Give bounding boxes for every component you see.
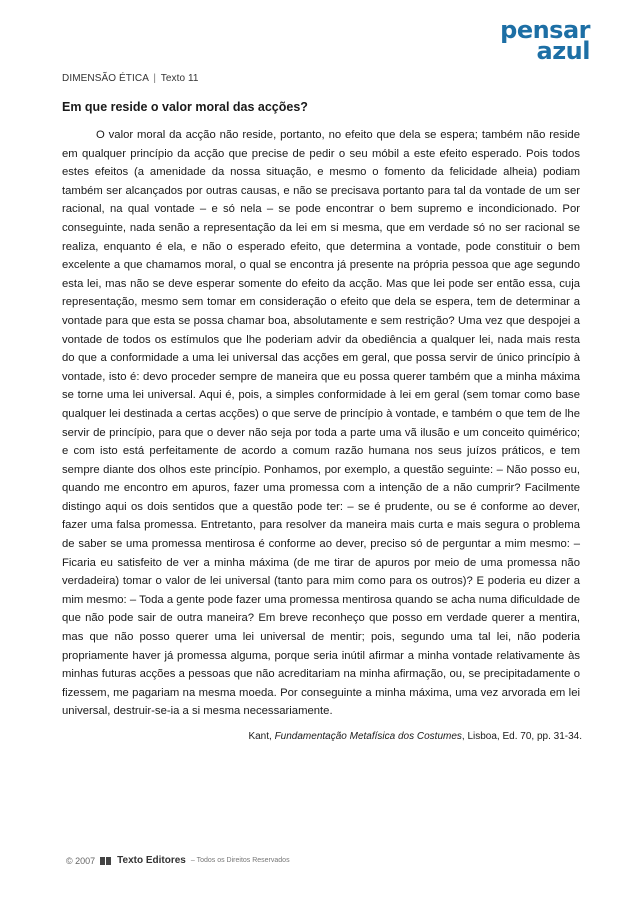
rights-text: – Todos os Direitos Reservados <box>190 857 290 864</box>
logo-line-2: azul <box>536 37 590 65</box>
text-number: Texto 11 <box>160 73 199 84</box>
brand-logo <box>500 16 590 65</box>
section-header <box>62 73 199 84</box>
copyright-text: © 2007 <box>66 855 96 866</box>
page-title: Em que reside o valor moral das acções? <box>62 100 308 114</box>
citation-author: Kant, <box>248 731 275 742</box>
citation <box>248 731 582 742</box>
header-separator: | <box>153 73 157 84</box>
citation-details: , Lisboa, Ed. 70, pp. 31-34. <box>461 731 582 742</box>
page-footer <box>66 855 290 866</box>
publisher-name: Texto Editores <box>117 855 186 866</box>
section-name: DIMENSÃO ÉTICA <box>62 73 149 84</box>
citation-work: Fundamentação Metafísica dos Costumes <box>274 731 462 742</box>
logo-line-1: pensar <box>500 16 590 44</box>
book-icon <box>100 856 112 866</box>
body-paragraph: O valor moral da acção não reside, portanto, no efeito que dela se espera; também não reside em qualquer princípio da acção que precise de pedir o seu móbil a este efeito esperado. Pois todos estes efeitos (a amenidade da nossa situação, e mesmo o fomento da felicidade alheia) podiam também ser alcançados por outras causas, e não se precisava portanto para tal da vontade de um ser racional, na qual vontade – e só nela – se pode encontrar o bem supremo e incondicionado. Por conseguinte, nada senão a representação da lei em si mesma, que em verdade só no ser racional se realiza, enquanto é ela, e não o esperado efeito, que determina a vontade, pode constituir o bem excelente a que chamamos moral, o qual se encontra já presente na própria pessoa que age segundo esta lei, mas não se deve esperar somente do efeito da acção. Mas que lei pode ser então essa, cuja representação, mesmo sem tomar em consideração o efeito que dela se espera, tem de determinar a vontade para que esta se possa chamar boa, absolutamente e sem restrição? Uma vez que despojei a vontade de todos os estímulos que lhe poderiam advir da obediência a qualquer lei, nada mais resta do que a conformidade a uma lei universal das acções em geral, que possa servir de único princípio à vontade, isto é: devo proceder sempre de maneira que eu possa querer também que a minha máxima se torne uma lei universal. Aqui é, pois, a simples conformidade à lei em geral (sem tomar como base qualquer lei destinada a certas acções) o que serve de princípio à vontade, e também o que tem de lhe servir de princípio, para que o dever não seja por toda a parte uma vã ilusão e um conceito quimérico; e com isto está perfeitamente de acordo a comum razão humana nos seus juízos práticos, e tem sempre diante dos olhos este princípio. Ponhamos, por exemplo, a questão seguinte: – Não posso eu, quando me encontro em apuros, fazer uma promessa com a intenção de a não cumprir? Facilmente distingo aqui os dois sentidos que a questão pode ter: – se é prudente, ou se é conforme ao dever, fazer uma falsa promessa. Entretanto, para resolver da maneira mais curta e mais segura o problema de saber se uma promessa mentirosa é conforme ao dever, preciso só de perguntar a mim mesmo: – Ficaria eu satisfeito de ver a minha máxima (de me tirar de apuros por meio de uma promessa não verdadeira) tomar o valor de lei universal (tanto para mim como para os outros)? E poderia eu dizer a mim mesmo: – Toda a gente pode fazer uma promessa mentirosa quando se acha numa dificuldade de que não pode sair de outra maneira? Em breve reconheço que posso em verdade querer a mentira, mas que não posso querer uma lei universal de mentir; pois, segundo uma tal lei, não poderia propriamente haver já promessa alguma, porque seria inútil afirmar a minha vontade relativamente às minhas futuras acções a pessoas que não acreditariam na minha afirmação, ou, se precipitadamente o fizessem, me pagariam na mesma moeda. Por conseguinte a minha máxima, uma vez arvorada em lei universal, destruir-se-ia a si mesma necessariamente. <box>62 129 580 718</box>
